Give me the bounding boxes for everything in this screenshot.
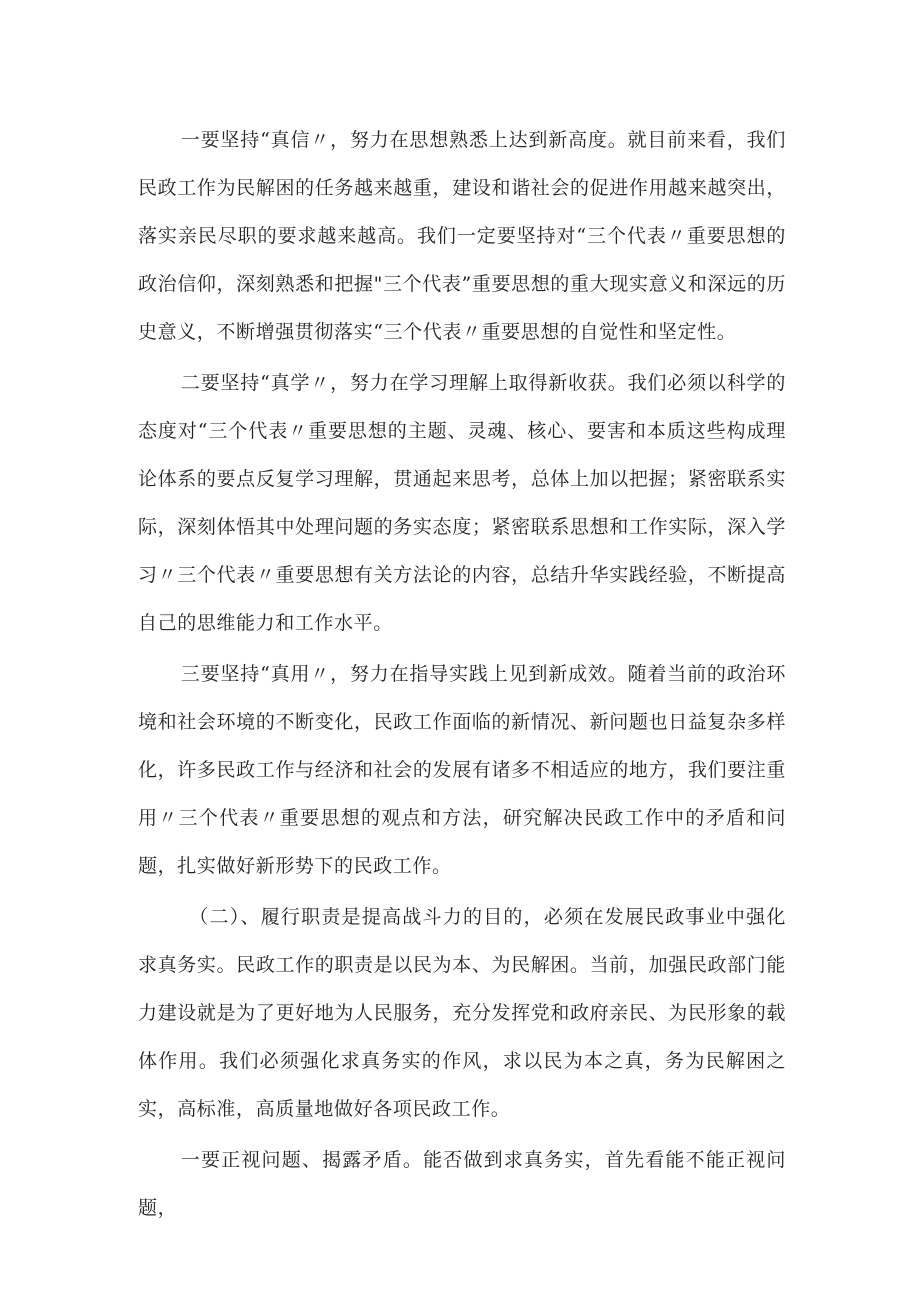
paragraph-4: （二）、履行职责是提高战斗力的目的，必须在发展民政事业中强化求真务实。民政工作的职责是以民为本、为民解困。当前，加强民政部门能力建设就是为了更好地为人民服务，充分发挥党和政府亲民、为民形象的载体作用。我们必须强化求真务实的作风，求以民为本之真，务为民解困之实，高标准，高质量地做好各项民政工作。 [138,906,786,1120]
paragraph-2: 二要坚持“真学〃，努力在学习理解上取得新收获。我们必须以科学的态度对“三个代表〃重要思想的主题、灵魂、核心、要害和本质这些构成理论体系的要点反复学习理解，贯通起来思考，总体上加以把握；紧密联系实际，深刻体悟其中处理问题的务实态度；紧密联系思想和工作实际，深入学习〃三个代表〃重要思想有关方法论的内容，总结升华实践经验，不断提高自己的思维能力和工作水平。 [138,372,786,634]
paragraph-5: 一要正视问题、揭露矛盾。能否做到求真务实，首先看能不能正视问题， [138,1149,786,1219]
document-body [138,116,786,1235]
paragraph-3: 三要坚持“真用〃，努力在指导实践上见到新成效。随着当前的政治环境和社会环境的不断变化，民政工作面临的新情况、新问题也日益复杂多样化，许多民政工作与经济和社会的发展有诸多不相适应的地方，我们要注重用〃三个代表〃重要思想的观点和方法，研究解决民政工作中的矛盾和问题，扎实做好新形势下的民政工作。 [138,663,786,877]
paragraph-1: 一要坚持“真信〃，努力在思想熟悉上达到新高度。就目前来看，我们民政工作为民解困的任务越来越重，建设和谐社会的促进作用越来越突出，落实亲民尽职的要求越来越高。我们一定要坚持对“三个代表〃重要思想的政治信仰，深刻熟悉和把握"三个代表”重要思想的重大现实意义和深远的历史意义，不断增强贯彻落实“三个代表〃重要思想的自觉性和坚定性。 [138,129,786,343]
